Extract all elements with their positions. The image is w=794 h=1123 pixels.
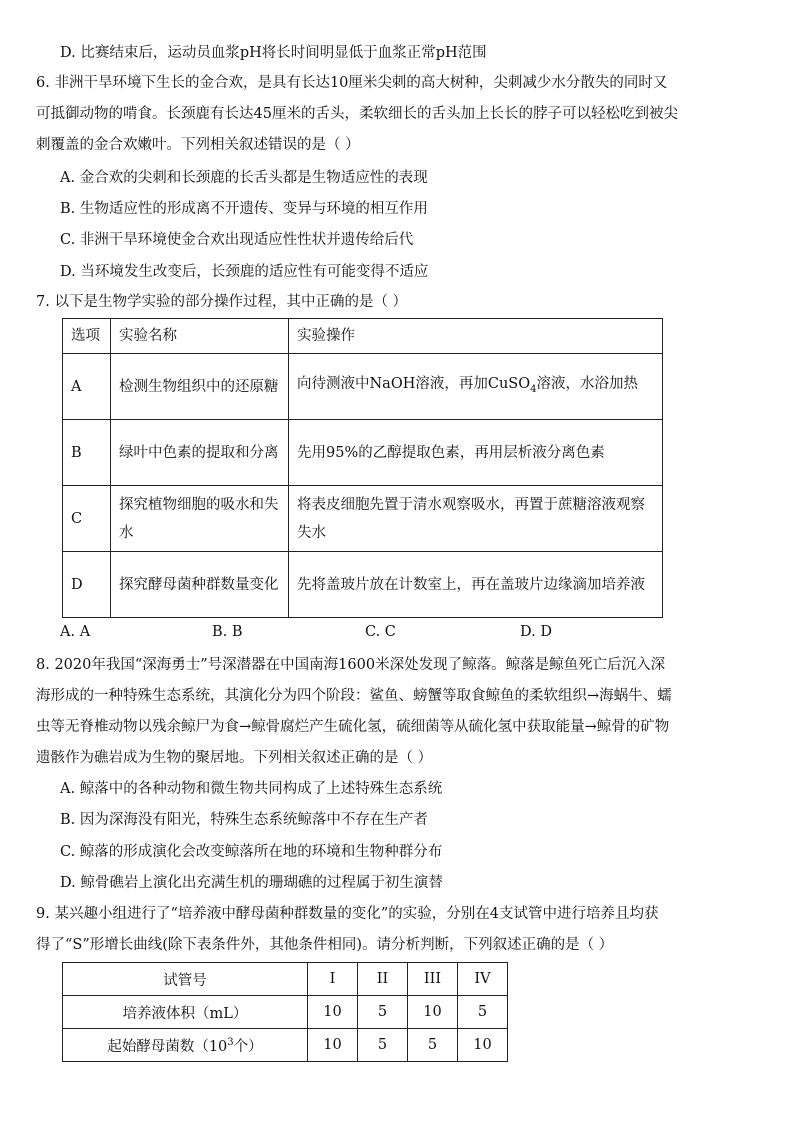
cell-value: 10 <box>458 1029 508 1062</box>
tube-table-header <box>63 963 508 996</box>
q8-option-c: C. 鲸落的形成演化会改变鲸落所在地的环境和生物种群分布 <box>60 844 443 860</box>
cell-value: 5 <box>358 1029 408 1062</box>
row-option: C <box>63 486 111 552</box>
q7-stem: 7. 以下是生物学实验的部分操作过程，其中正确的是（ ） <box>36 294 408 310</box>
q6-option-d: D. 当环境发生改变后，长颈鹿的适应性有可能变得不适应 <box>60 264 429 280</box>
row-experiment-name: 检测生物组织中的还原糖 <box>111 354 289 420</box>
q8-option-d: D. 鲸骨礁岩上演化出充满生机的珊瑚礁的过程属于初生演替 <box>60 875 443 891</box>
q5-option-d: D. 比赛结束后，运动员血浆pH将长时间明显低于血浆正常pH范围 <box>60 45 487 61</box>
cell-value: 10 <box>408 996 458 1029</box>
header-option: 选项 <box>63 319 111 354</box>
header-tube-number: 试管号 <box>63 963 308 996</box>
q8-stem-line-3: 虫等无脊椎动物以残余鲸尸为食→鲸骨腐烂产生硫化氢，硫细菌等从硫化氢中获取能量→鲸骨的矿物 <box>36 719 670 735</box>
row-experiment-operation: 先用95%的乙醇提取色素，再用层析液分离色素 <box>289 420 663 486</box>
header-experiment-name: 实验名称 <box>111 319 289 354</box>
q9-stem-line-2: 得了“S”形增长曲线(除下表条件外，其他条件相同)。请分析判断，下列叙述正确的是（ ） <box>36 937 614 953</box>
q6-option-a: A. 金合欢的尖刺和长颈鹿的长舌头都是生物适应性的表现 <box>60 170 428 186</box>
label-text: 起始酵母菌数（10 <box>107 1038 228 1055</box>
header-tube-iv: IV <box>458 963 508 996</box>
row-experiment-operation: 将表皮细胞先置于清水观察吸水，再置于蔗糖溶液观察失水 <box>289 486 663 552</box>
q6-stem-line-2: 可抵御动物的啃食。长颈鹿有长达45厘米的舌头，柔软细长的舌头加上长长的脖子可以轻松吃到被尖 <box>36 106 678 122</box>
header-tube-ii: II <box>358 963 408 996</box>
cell-value: 10 <box>308 996 358 1029</box>
row-label-volume: 培养液体积（mL） <box>63 996 308 1029</box>
q7-answer-c: C. C <box>365 624 396 640</box>
table-row <box>63 552 663 618</box>
row-label-initial-yeast <box>63 1029 308 1062</box>
cell-value: 5 <box>408 1029 458 1062</box>
table-row <box>63 354 663 420</box>
tube-conditions-table <box>62 962 508 1062</box>
operation-text: 溶液，水浴加热 <box>536 375 638 392</box>
q7-answer-a: A. A <box>60 624 91 640</box>
label-superscript: 3 <box>227 1036 234 1048</box>
operation-subscript: 4 <box>530 383 537 395</box>
row-option: A <box>63 354 111 420</box>
q7-answer-d: D. D <box>520 624 552 640</box>
cell-value: 10 <box>308 1029 358 1062</box>
header-tube-iii: III <box>408 963 458 996</box>
q9-stem-line-1: 9. 某兴趣小组进行了“培养液中酵母菌种群数量的变化”的实验，分别在4支试管中进行培养且均获 <box>36 906 659 922</box>
row-option: B <box>63 420 111 486</box>
row-experiment-name: 探究酵母菌种群数量变化 <box>111 552 289 618</box>
row-experiment-name: 探究植物细胞的吸水和失水 <box>111 486 289 552</box>
operation-text: 向待测液中NaOH溶液，再加CuSO <box>297 375 531 392</box>
row-option: D <box>63 552 111 618</box>
q8-option-b: B. 因为深海没有阳光，特殊生态系统鲸落中不存在生产者 <box>60 812 428 828</box>
table-row <box>63 1029 508 1062</box>
table-row <box>63 996 508 1029</box>
header-experiment-operation: 实验操作 <box>289 319 663 354</box>
q8-stem-line-4: 遗骸作为礁岩成为生物的聚居地。下列相关叙述正确的是（ ） <box>36 750 433 766</box>
q8-stem-line-2: 海形成的一种特殊生态系统，其演化分为四个阶段：鲨鱼、螃蟹等取食鲸鱼的柔软组织→海蜗牛、蠕 <box>36 688 672 704</box>
label-text: 个） <box>233 1038 263 1055</box>
q6-stem-line-1: 6. 非洲干旱环境下生长的金合欢，是具有长达10厘米尖刺的高大树种，尖刺减少水分散失的同时又 <box>36 75 668 91</box>
experiment-table <box>62 318 663 618</box>
table-row <box>63 420 663 486</box>
table-row <box>63 486 663 552</box>
header-tube-i: I <box>308 963 358 996</box>
cell-value: 5 <box>458 996 508 1029</box>
row-experiment-name: 绿叶中色素的提取和分离 <box>111 420 289 486</box>
q6-option-c: C. 非洲干旱环境使金合欢出现适应性性状并遗传给后代 <box>60 232 414 248</box>
row-experiment-operation: 先将盖玻片放在计数室上，再在盖玻片边缘滴加培养液 <box>289 552 663 618</box>
q7-answer-b: B. B <box>212 624 243 640</box>
cell-value: 5 <box>358 996 408 1029</box>
q6-stem-line-3: 刺覆盖的金合欢嫩叶。下列相关叙述错误的是（ ） <box>36 137 360 153</box>
q8-option-a: A. 鲸落中的各种动物和微生物共同构成了上述特殊生态系统 <box>60 781 443 797</box>
q6-option-b: B. 生物适应性的形成离不开遗传、变异与环境的相互作用 <box>60 201 428 217</box>
experiment-table-header <box>63 319 663 354</box>
q8-stem-line-1: 8. 2020年我国“深海勇士”号深潜器在中国南海1600米深处发现了鲸落。鲸落是鲸鱼死亡后沉入深 <box>36 657 666 673</box>
row-experiment-operation <box>289 354 663 420</box>
